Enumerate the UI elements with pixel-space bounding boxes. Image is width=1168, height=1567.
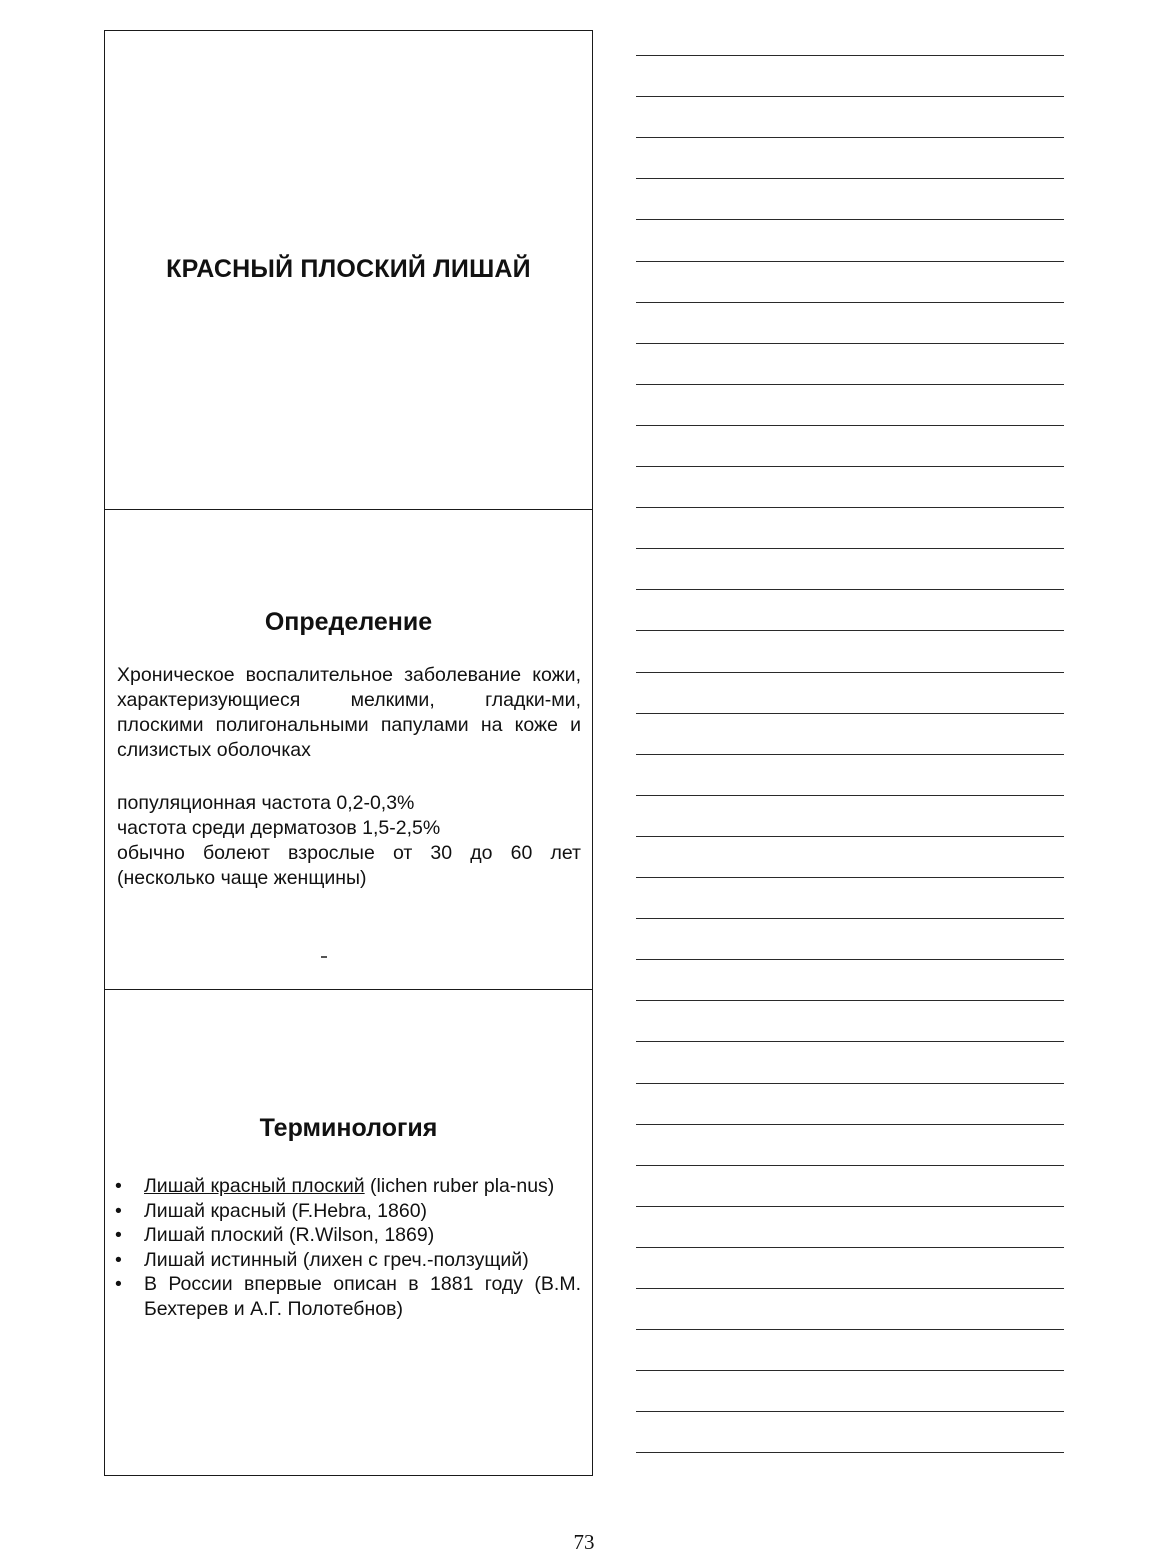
slide-terminology bbox=[105, 989, 592, 1477]
list-item bbox=[113, 1223, 581, 1248]
list-item bbox=[113, 1199, 581, 1224]
term-text: Лишай красный (F.Hebra, 1860) bbox=[144, 1199, 428, 1222]
statistics-block bbox=[117, 791, 581, 891]
note-line bbox=[636, 137, 1064, 138]
note-line bbox=[636, 302, 1064, 303]
term-text: Лишай плоский (R.Wilson, 1869) bbox=[144, 1224, 435, 1246]
note-line bbox=[636, 1083, 1064, 1084]
list-item bbox=[113, 1248, 581, 1273]
note-line bbox=[636, 466, 1064, 467]
note-line bbox=[636, 1411, 1064, 1412]
bullet-icon: • bbox=[115, 1224, 122, 1246]
stat-line: популяционная частота 0,2-0,3% bbox=[117, 792, 415, 814]
note-line bbox=[636, 713, 1064, 714]
term-text: В России впервые описан в 1881 году (В.М. Бехтерев и А.Г. Полотебнов) bbox=[144, 1273, 581, 1320]
note-line bbox=[636, 96, 1064, 97]
slide-title bbox=[105, 31, 592, 509]
note-line bbox=[636, 178, 1064, 179]
list-item bbox=[113, 1272, 581, 1321]
note-line bbox=[636, 836, 1064, 837]
bullet-icon: • bbox=[115, 1273, 122, 1295]
term-underlined: Лишай красный плоский bbox=[144, 1175, 365, 1197]
note-line bbox=[636, 384, 1064, 385]
bullet-icon: • bbox=[115, 1175, 122, 1197]
note-line bbox=[636, 630, 1064, 631]
note-line bbox=[636, 589, 1064, 590]
note-line bbox=[636, 918, 1064, 919]
term-rest: (lichen ruber pla-nus) bbox=[364, 1175, 555, 1197]
note-line bbox=[636, 548, 1064, 549]
terminology-heading: Терминология bbox=[259, 1114, 438, 1142]
note-line bbox=[636, 1041, 1064, 1042]
main-title: КРАСНЫЙ ПЛОСКИЙ ЛИШАЙ bbox=[166, 255, 531, 283]
slides-column bbox=[104, 30, 593, 1476]
note-line bbox=[636, 1000, 1064, 1001]
note-line bbox=[636, 507, 1064, 508]
note-line bbox=[636, 1165, 1064, 1166]
bullet-icon: • bbox=[115, 1248, 122, 1271]
note-line bbox=[636, 959, 1064, 960]
definition-text: Хроническое воспалительное заболевание кожи, характеризующиеся мелкими, гладки-ми, плоскими полигональными папулами на коже и слизистых оболочках bbox=[117, 664, 581, 761]
note-line bbox=[636, 672, 1064, 673]
stat-line: (несколько чаще женщины) bbox=[117, 867, 367, 889]
note-line bbox=[636, 1206, 1064, 1207]
note-line bbox=[636, 261, 1064, 262]
note-line bbox=[636, 55, 1064, 56]
note-line bbox=[636, 754, 1064, 755]
note-line bbox=[636, 795, 1064, 796]
note-line bbox=[636, 877, 1064, 878]
definition-heading: Определение bbox=[264, 608, 433, 636]
note-line bbox=[636, 1124, 1064, 1125]
note-line bbox=[636, 219, 1064, 220]
note-line bbox=[636, 343, 1064, 344]
stat-line: частота среди дерматозов 1,5-2,5% bbox=[117, 817, 441, 839]
note-line bbox=[636, 1452, 1064, 1453]
note-line bbox=[636, 1329, 1064, 1330]
note-line bbox=[636, 1288, 1064, 1289]
note-lines bbox=[636, 40, 1064, 1470]
note-line bbox=[636, 1247, 1064, 1248]
note-line bbox=[636, 425, 1064, 426]
slide-definition bbox=[105, 509, 592, 989]
stat-line: обычно болеют взрослые от 30 до 60 лет bbox=[117, 842, 581, 864]
term-text: Лишай истинный (лихен с греч.-ползущий) bbox=[144, 1248, 529, 1271]
terminology-list bbox=[113, 1174, 581, 1321]
page-number: 73 bbox=[573, 1530, 595, 1554]
bullet-icon: • bbox=[115, 1199, 122, 1222]
note-line bbox=[636, 1370, 1064, 1371]
stray-mark bbox=[321, 956, 327, 958]
list-item bbox=[113, 1174, 581, 1199]
